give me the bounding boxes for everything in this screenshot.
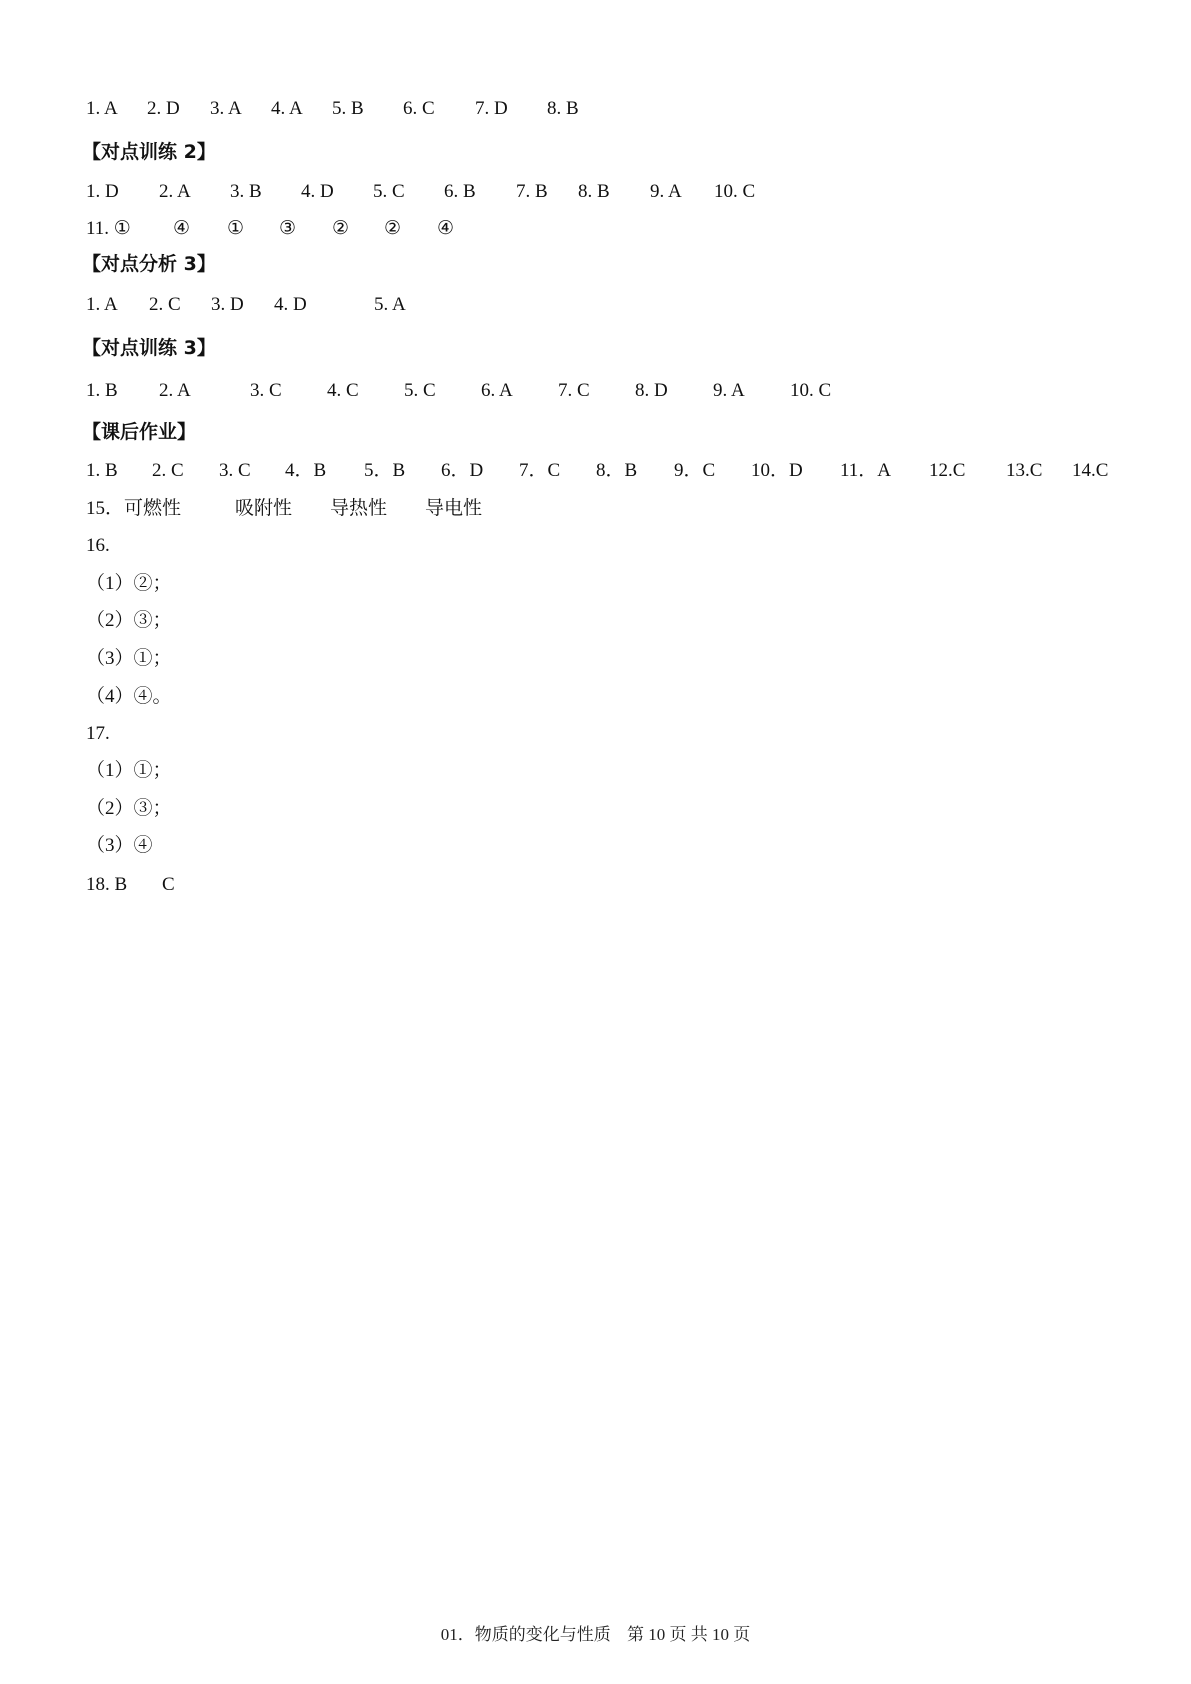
sub-answer: （3）④ xyxy=(86,835,153,856)
sub-answer: （4）④。 xyxy=(86,686,172,707)
answer-item: 4. D xyxy=(301,181,334,202)
answer-item: 6. C xyxy=(403,98,435,119)
page-footer xyxy=(0,1620,1191,1650)
question-number: 16. xyxy=(86,535,110,556)
answer-item: 3. B xyxy=(230,181,262,202)
answer-item: 10. C xyxy=(714,181,756,202)
answer-item: 7. C xyxy=(558,380,590,401)
answer-item: 2. C xyxy=(149,294,181,315)
answer-item: 导热性 xyxy=(330,498,388,519)
answer-item: 7．C xyxy=(519,460,561,481)
answer-item: 3. C xyxy=(219,460,251,481)
answer-item: 1. A xyxy=(86,294,118,315)
answer-item: 13.C xyxy=(1006,460,1043,481)
answer-item: 7. D xyxy=(475,98,508,119)
answer-item: 1. A xyxy=(86,98,118,119)
answer-item: 1. D xyxy=(86,181,119,202)
answer-item: 3. C xyxy=(250,380,282,401)
answer-item: 8. D xyxy=(635,380,668,401)
answer-item: 11. ① xyxy=(86,218,131,239)
answer-item: 11．A xyxy=(840,460,892,481)
answer-item: 4．B xyxy=(285,460,327,481)
section-heading: 【对点分析 3】 xyxy=(82,253,216,275)
answer-item: 5. B xyxy=(332,98,364,119)
answer-item: 14.C xyxy=(1072,460,1109,481)
answer-item: 吸附性 xyxy=(235,498,293,519)
answer-item: 8. B xyxy=(547,98,579,119)
answer-item: 5. C xyxy=(373,181,405,202)
answer-item: 3. A xyxy=(210,98,242,119)
sub-answer: （1）②； xyxy=(86,573,172,594)
answer-item: 5. C xyxy=(404,380,436,401)
answer-item: 2. A xyxy=(159,380,191,401)
footer-title: 01．物质的变化与性质 xyxy=(440,1625,611,1644)
answer-item: ④ xyxy=(437,218,455,239)
answer-item: 5．B xyxy=(364,460,406,481)
footer-page-number: 第 10 页 共 10 页 xyxy=(627,1625,751,1644)
answer-item: 4. C xyxy=(327,380,359,401)
answer-item: 7. B xyxy=(516,181,548,202)
answer-item: 8. B xyxy=(578,181,610,202)
answer-item: 10. C xyxy=(790,380,832,401)
answer-item: 9. A xyxy=(650,181,682,202)
answer-item: ④ xyxy=(173,218,191,239)
answer-item: 导电性 xyxy=(425,498,483,519)
answer-item: 3. D xyxy=(211,294,244,315)
answer-item: 9．C xyxy=(674,460,716,481)
answer-item: 1. B xyxy=(86,380,118,401)
answer-item: 2. A xyxy=(159,181,191,202)
answer-item: ② xyxy=(332,218,350,239)
answer-item: 1. B xyxy=(86,460,118,481)
section-heading: 【对点训练 2】 xyxy=(82,141,216,163)
sub-answer: （1）①； xyxy=(86,760,172,781)
answer-item: ③ xyxy=(279,218,297,239)
answer-item: 2. C xyxy=(152,460,184,481)
answer-item: 5. A xyxy=(374,294,406,315)
answer-item: 6. B xyxy=(444,181,476,202)
answer-item: C xyxy=(162,874,175,895)
section-heading: 【课后作业】 xyxy=(82,421,197,443)
answer-item: 8．B xyxy=(596,460,638,481)
answer-item: 6. A xyxy=(481,380,513,401)
section-heading: 【对点训练 3】 xyxy=(82,337,216,359)
sub-answer: （3）①； xyxy=(86,648,172,669)
answer-item: 15．可燃性 xyxy=(86,498,182,519)
question-number: 17. xyxy=(86,723,110,744)
answer-item: 18. B xyxy=(86,874,128,895)
sub-answer: （2）③； xyxy=(86,798,172,819)
answer-item: 2. D xyxy=(147,98,180,119)
answer-item: ② xyxy=(384,218,402,239)
answer-item: 12.C xyxy=(929,460,966,481)
answer-item: 4. D xyxy=(274,294,307,315)
answer-item: 6．D xyxy=(441,460,484,481)
answer-item: 4. A xyxy=(271,98,303,119)
answer-item: 9. A xyxy=(713,380,745,401)
answer-item: 10．D xyxy=(751,460,803,481)
sub-answer: （2）③； xyxy=(86,610,172,631)
answer-item: ① xyxy=(227,218,245,239)
